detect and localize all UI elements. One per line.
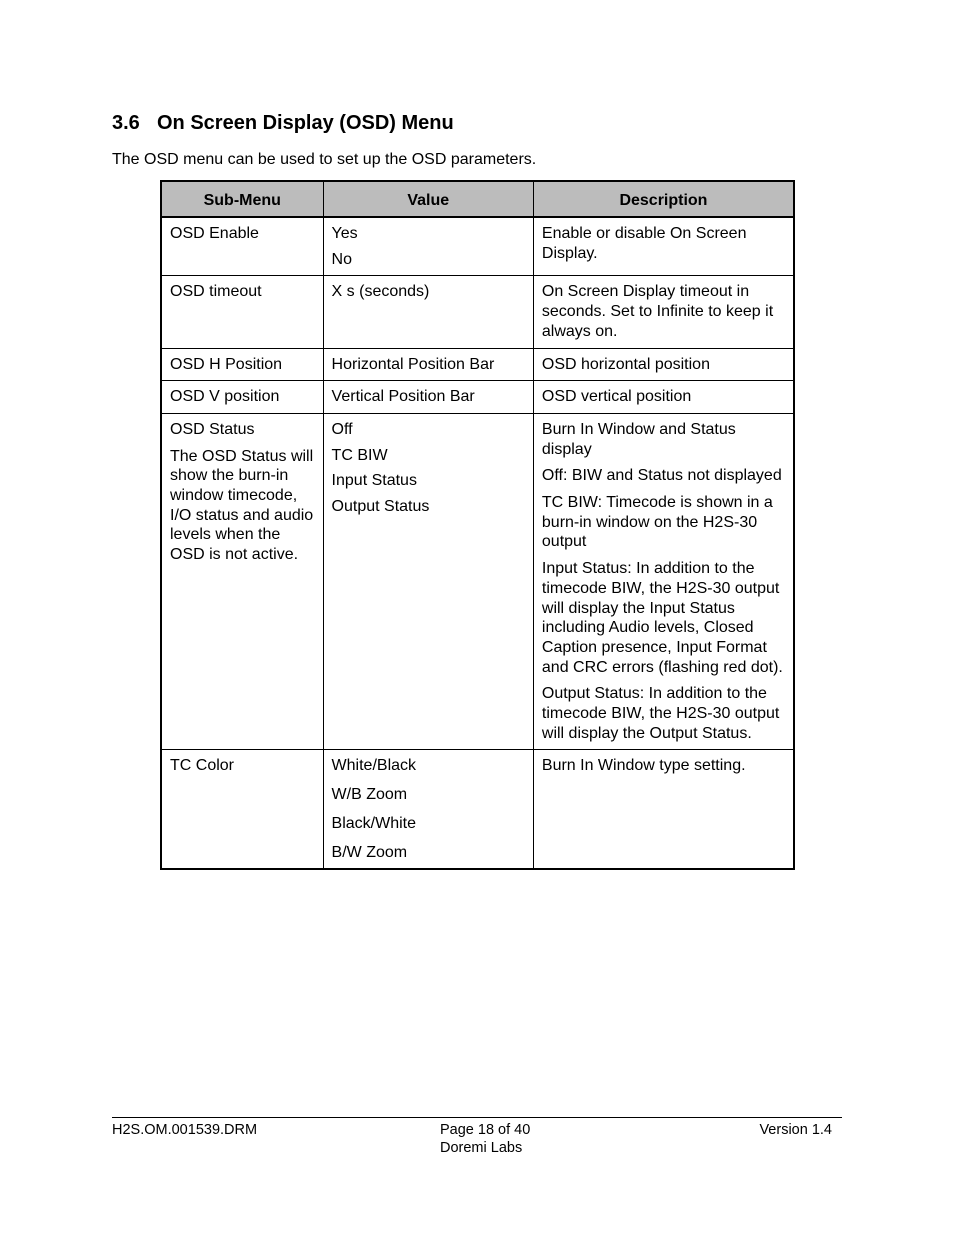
- section-title: On Screen Display (OSD) Menu: [157, 112, 454, 134]
- footer-doc-id: H2S.OM.001539.DRM: [112, 1122, 258, 1138]
- cell-text: Enable or disable On Screen Display.: [541, 225, 747, 262]
- table-row: [161, 276, 794, 348]
- table-row: [161, 381, 794, 414]
- cell-text: X s (seconds): [331, 283, 430, 301]
- cell-text: No: [331, 250, 352, 268]
- cell-text: W/B Zoom: [331, 786, 408, 804]
- cell-description: [533, 276, 794, 348]
- footer-version: Version 1.4: [759, 1122, 832, 1138]
- cell-value: [323, 381, 533, 414]
- cell-text: Burn In Window and Status display: [541, 420, 736, 458]
- cell-text: Burn In Window type setting.: [541, 757, 746, 775]
- cell-text: OSD H Position: [170, 355, 283, 373]
- cell-text: Input Status: [331, 472, 417, 490]
- cell-text: Off: BIW and Status not displayed: [541, 467, 782, 485]
- osd-menu-table: [160, 180, 795, 870]
- footer-company: Doremi Labs: [440, 1140, 523, 1156]
- cell-sub-menu: [161, 276, 323, 348]
- cell-text: TC BIW: [331, 446, 388, 464]
- header-sub-menu: Sub-Menu: [161, 181, 323, 217]
- cell-text: Horizontal Position Bar: [331, 355, 495, 373]
- cell-text: Yes: [331, 225, 358, 242]
- cell-text: OSD vertical position: [541, 388, 692, 406]
- cell-sub-menu: [161, 348, 323, 381]
- section-number: 3.6: [112, 112, 140, 134]
- cell-text: OSD Enable: [170, 225, 259, 242]
- footer-center: [440, 1121, 540, 1157]
- cell-text: OSD horizontal position: [541, 355, 710, 373]
- cell-description: [533, 413, 794, 750]
- cell-description: [533, 348, 794, 381]
- header-value: Value: [323, 181, 533, 217]
- cell-description: [533, 750, 794, 869]
- cell-value: [323, 217, 533, 276]
- cell-text: Output Status: [331, 498, 430, 516]
- cell-description: [533, 217, 794, 276]
- cell-sub-menu: [161, 381, 323, 414]
- cell-note: The OSD Status will show the burn-in window timecode, I/O status and audio levels when the OSD is not active.: [170, 447, 314, 564]
- cell-sub-menu: [161, 217, 323, 276]
- cell-text: OSD Status: [170, 420, 255, 438]
- cell-value: [323, 276, 533, 348]
- table-row: [161, 348, 794, 381]
- header-description: Description: [533, 181, 794, 217]
- cell-text: Black/White: [331, 814, 417, 832]
- cell-text: Off: [331, 420, 353, 438]
- cell-value: [323, 750, 533, 869]
- table-row: [161, 217, 794, 276]
- cell-sub-menu: [161, 750, 323, 869]
- cell-text: OSD timeout: [170, 283, 262, 301]
- cell-sub-menu: [161, 413, 323, 750]
- cell-text: On Screen Display timeout in seconds. Set to Infinite to keep it always on.: [541, 283, 774, 340]
- cell-text: OSD V position: [170, 388, 280, 406]
- section-heading: [112, 112, 454, 135]
- cell-text: Output Status: In addition to the timecode BIW, the H2S-30 output will display the Output Status.: [541, 685, 780, 742]
- cell-text: TC Color: [170, 757, 235, 775]
- cell-value: [323, 413, 533, 750]
- cell-text: Input Status: In addition to the timecode BIW, the H2S-30 output will display the Input Status including Audio levels, Closed Caption presence, Input Format and CRC errors (flashing red dot).: [541, 560, 783, 676]
- cell-value: [323, 348, 533, 381]
- table-row: [161, 750, 794, 869]
- footer-page-number: Page 18 of 40: [440, 1122, 531, 1138]
- footer-divider: [112, 1117, 842, 1118]
- cell-text: TC BIW: Timecode is shown in a burn-in window on the H2S-30 output: [541, 494, 773, 551]
- cell-description: [533, 381, 794, 414]
- cell-text: Vertical Position Bar: [331, 388, 475, 406]
- intro-paragraph: The OSD menu can be used to set up the OSD parameters.: [112, 151, 537, 168]
- table-row: [161, 413, 794, 750]
- cell-text: White/Black: [331, 757, 417, 775]
- cell-text: B/W Zoom: [331, 843, 408, 861]
- table-header-row: [161, 181, 794, 217]
